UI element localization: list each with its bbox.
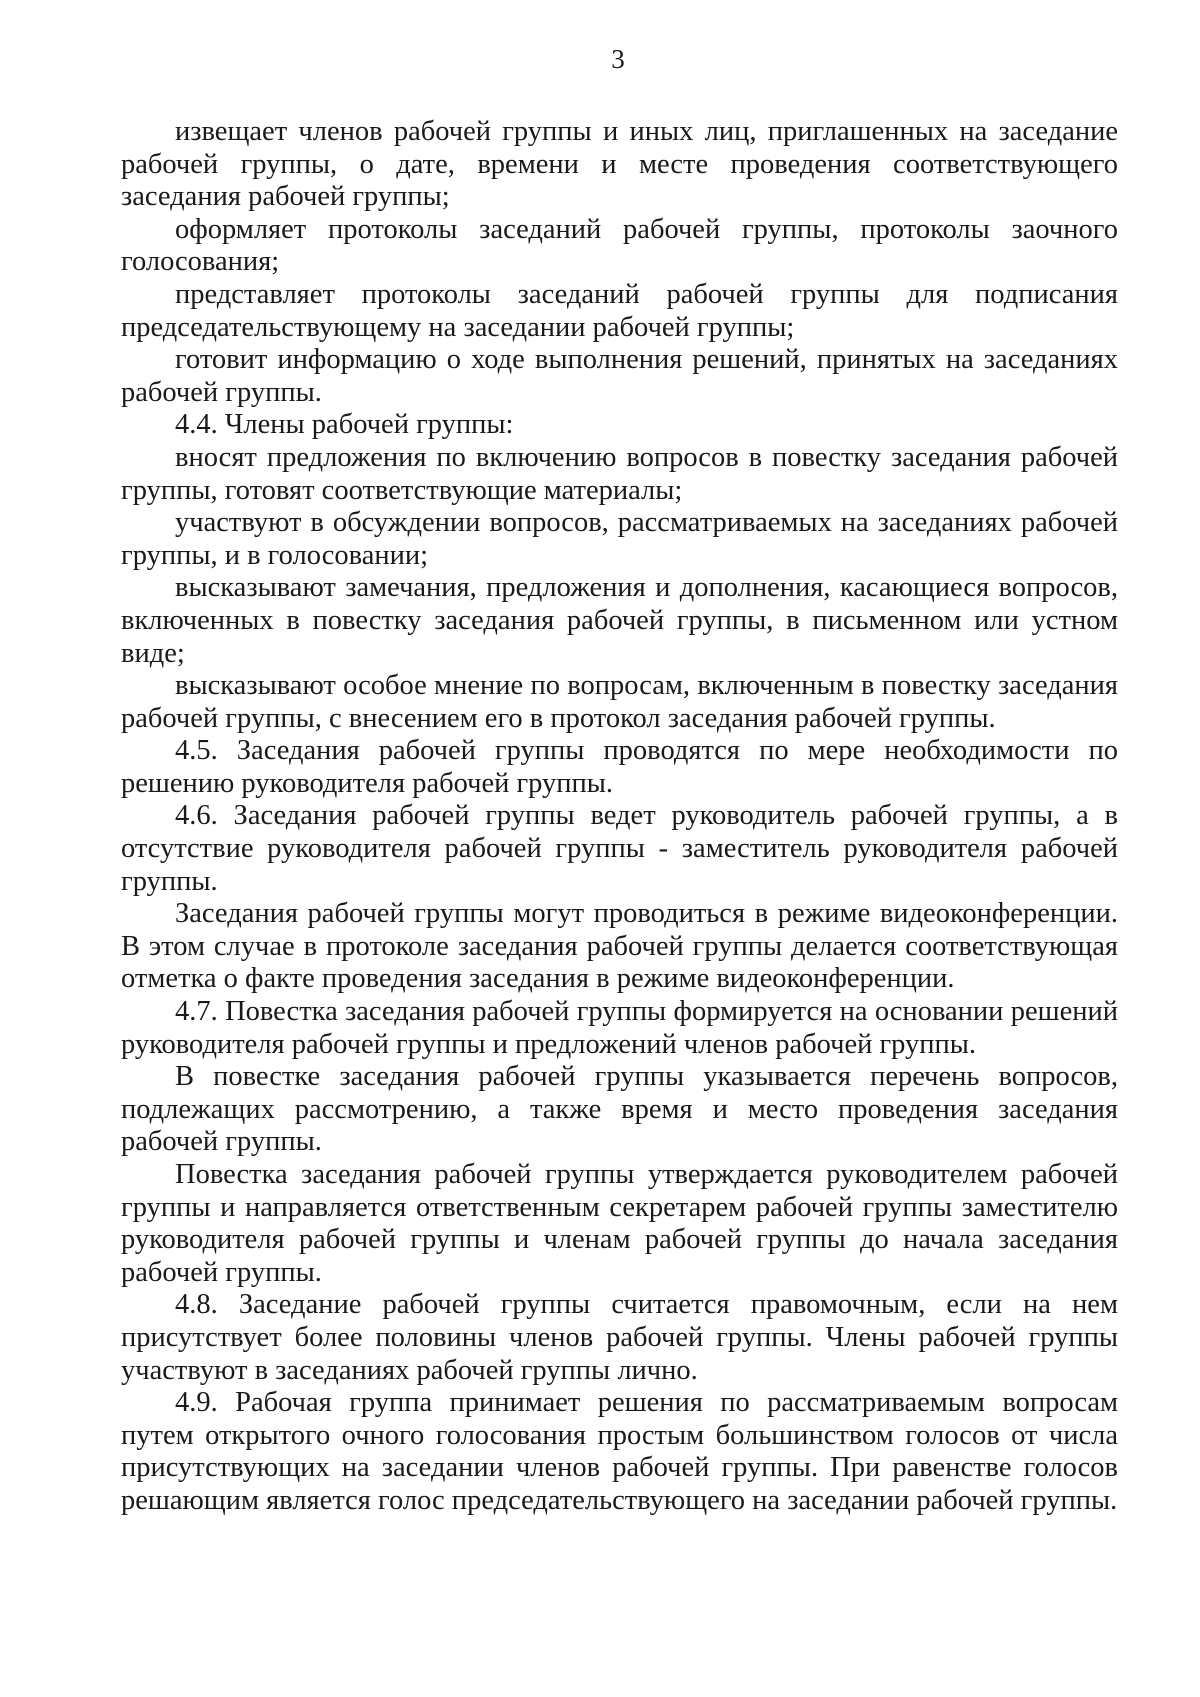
paragraph-secretary-presents: представляет протоколы заседаний рабочей группы для подписания председательствующему на заседании рабочей группы; [121, 278, 1118, 343]
paragraph-secretary-notifies: извещает членов рабочей группы и иных лиц, приглашенных на заседание рабочей группы, о дате, времени и месте проведения соответствующего заседания рабочей группы; [121, 116, 1118, 213]
paragraph-4-6: 4.6. Заседания рабочей группы ведет руководитель рабочей группы, а в отсутствие руководителя рабочей группы - заместитель руководителя рабочей группы. [121, 800, 1118, 897]
paragraph-4-7: 4.7. Повестка заседания рабочей группы формируется на основании решений руководителя рабочей группы и предложений членов рабочей группы. [121, 996, 1118, 1060]
paragraph-members-remarks: высказывают замечания, предложения и дополнения, касающиеся вопросов, включенных в повестку заседания рабочей группы, в письменном или устном виде; [121, 572, 1118, 669]
page-number: 3 [611, 44, 625, 74]
paragraph-secretary-minutes: оформляет протоколы заседаний рабочей группы, протоколы заочного голосования; [121, 213, 1118, 278]
paragraph-members-participate: участвуют в обсуждении вопросов, рассматриваемых на заседаниях рабочей группы, и в голосовании; [121, 507, 1118, 571]
paragraph-members-propose: вносят предложения по включению вопросов в повестку заседания рабочей группы, готовят соответствующие материалы; [121, 441, 1118, 506]
paragraph-4-8: 4.8. Заседание рабочей группы считается правомочным, если на нем присутствует более половины членов рабочей группы. Члены рабочей группы участвуют в заседаниях рабочей группы лично. [121, 1289, 1118, 1386]
document-body [121, 116, 1118, 1518]
paragraph-secretary-reports: готовит информацию о ходе выполнения решений, принятых на заседаниях рабочей группы. [121, 344, 1118, 408]
paragraph-members-opinion: высказывают особое мнение по вопросам, включенным в повестку заседания рабочей группы, с внесением его в протокол заседания рабочей группы. [121, 670, 1118, 734]
paragraph-agenda-approval: Повестка заседания рабочей группы утверждается руководителем рабочей группы и направляется ответственным секретарем рабочей группы заместителю руководителя рабочей группы и членам рабочей группы до начала заседания рабочей группы. [121, 1159, 1118, 1288]
paragraph-agenda-contents: В повестке заседания рабочей группы указывается перечень вопросов, подлежащих рассмотрению, а также время и место проведения заседания рабочей группы. [121, 1061, 1118, 1158]
paragraph-4-4-heading: 4.4. Члены рабочей группы: [175, 409, 514, 441]
paragraph-4-5: 4.5. Заседания рабочей группы проводятся по мере необходимости по решению руководителя рабочей группы. [121, 735, 1118, 799]
paragraph-videoconference: Заседания рабочей группы могут проводиться в режиме видеоконференции. В этом случае в протоколе заседания рабочей группы делается соответствующая отметка о факте проведения заседания в режиме видеоконференции. [121, 898, 1118, 995]
paragraph-4-9: 4.9. Рабочая группа принимает решения по рассматриваемым вопросам путем открытого очного голосования простым большинством голосов от числа присутствующих на заседании членов рабочей группы. При равенстве голосов решающим является голос председательствующего на заседании рабочей группы. [121, 1387, 1118, 1516]
